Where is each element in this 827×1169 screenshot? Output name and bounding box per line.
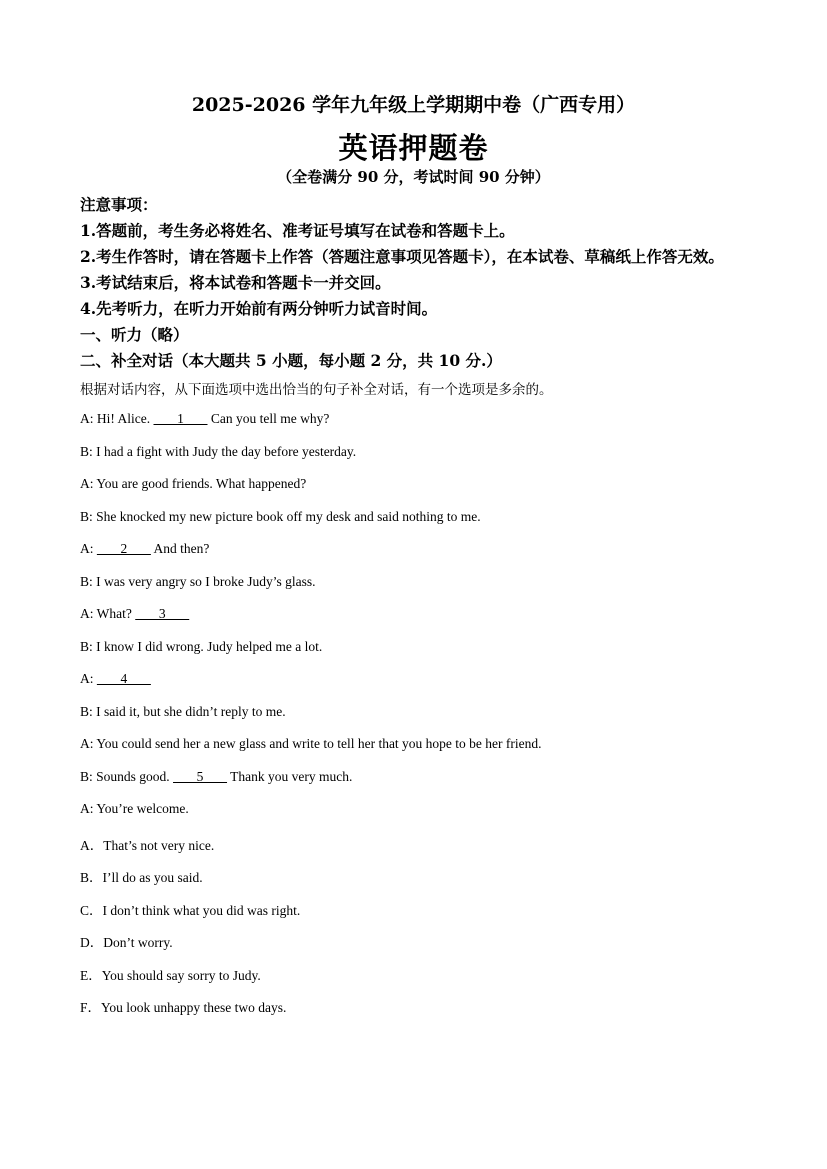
section-listening: 一、听力（略）	[80, 325, 189, 344]
option-b: B．I’ll do as you said.	[80, 870, 203, 885]
dialogue-line	[80, 769, 352, 785]
option-f: F．You look unhappy these two days.	[80, 1000, 287, 1015]
line-text: Can you tell me why?	[207, 411, 330, 426]
line-text: B: Sounds good.	[80, 769, 174, 784]
paper-title: 英语押题卷	[338, 131, 489, 165]
line-text: A:	[80, 541, 97, 556]
dialogue-line: A: You’re welcome.	[80, 801, 189, 816]
line-text: A:	[80, 671, 97, 686]
section-instruction: 根据对话内容，从下面选项中选出恰当的句子补全对话，有一个选项是多余的。	[80, 382, 553, 398]
option-a: A．That’s not very nice.	[80, 838, 215, 853]
dialogue-line	[80, 671, 151, 687]
dialogue-line: A: You are good friends. What happened?	[80, 476, 307, 491]
note-item: 2.考生作答时，请在答题卡上作答（答题注意事项见答题卡），在本试卷、草稿纸上作答无效。	[80, 247, 724, 266]
line-text: A: Hi! Alice.	[80, 411, 154, 426]
dialogue-line: B: She knocked my new picture book off my desk and said nothing to me.	[80, 509, 481, 524]
answer-blank-2: 2	[96, 541, 151, 556]
line-text: A: What?	[80, 606, 136, 621]
note-item: 4.先考听力，在听力开始前有两分钟听力试音时间。	[80, 299, 438, 318]
dialogue-line	[80, 411, 329, 427]
note-item: 3.考试结束后，将本试卷和答题卡一并交回。	[80, 273, 391, 292]
line-text: Thank you very much.	[227, 769, 353, 784]
option-e: E．You should say sorry to Judy.	[80, 968, 261, 983]
line-text: And then?	[150, 541, 210, 556]
exam-title: 2025-2026 学年九年级上学期期中卷（广西专用）	[191, 94, 636, 116]
notes-heading: 注意事项：	[80, 195, 158, 214]
section-dialogue-heading: 二、补全对话（本大题共 5 小题，每小题 2 分，共 10 分.）	[80, 351, 502, 370]
answer-blank-1: 1	[153, 411, 208, 426]
option-c: C．I don’t think what you did was right.	[80, 903, 301, 918]
answer-blank-3: 3	[135, 606, 190, 621]
dialogue-line: B: I had a fight with Judy the day before yesterday.	[80, 444, 357, 459]
score-time-note: （全卷满分 90 分，考试时间 90 分钟）	[277, 168, 550, 186]
answer-blank-5: 5	[173, 769, 228, 784]
answer-blank-4: 4	[96, 671, 151, 686]
dialogue-line: A: You could send her a new glass and write to tell her that you hope to be her friend.	[80, 736, 542, 751]
dialogue-line: B: I said it, but she didn’t reply to me.	[80, 704, 286, 719]
dialogue-line: B: I was very angry so I broke Judy’s glass.	[80, 574, 316, 589]
dialogue-line	[80, 606, 189, 622]
note-item: 1.答题前，考生务必将姓名、准考证号填写在试卷和答题卡上。	[80, 221, 515, 240]
dialogue-line	[80, 541, 209, 557]
dialogue-line: B: I know I did wrong. Judy helped me a lot.	[80, 639, 323, 654]
option-d: D．Don’t worry.	[80, 935, 173, 950]
